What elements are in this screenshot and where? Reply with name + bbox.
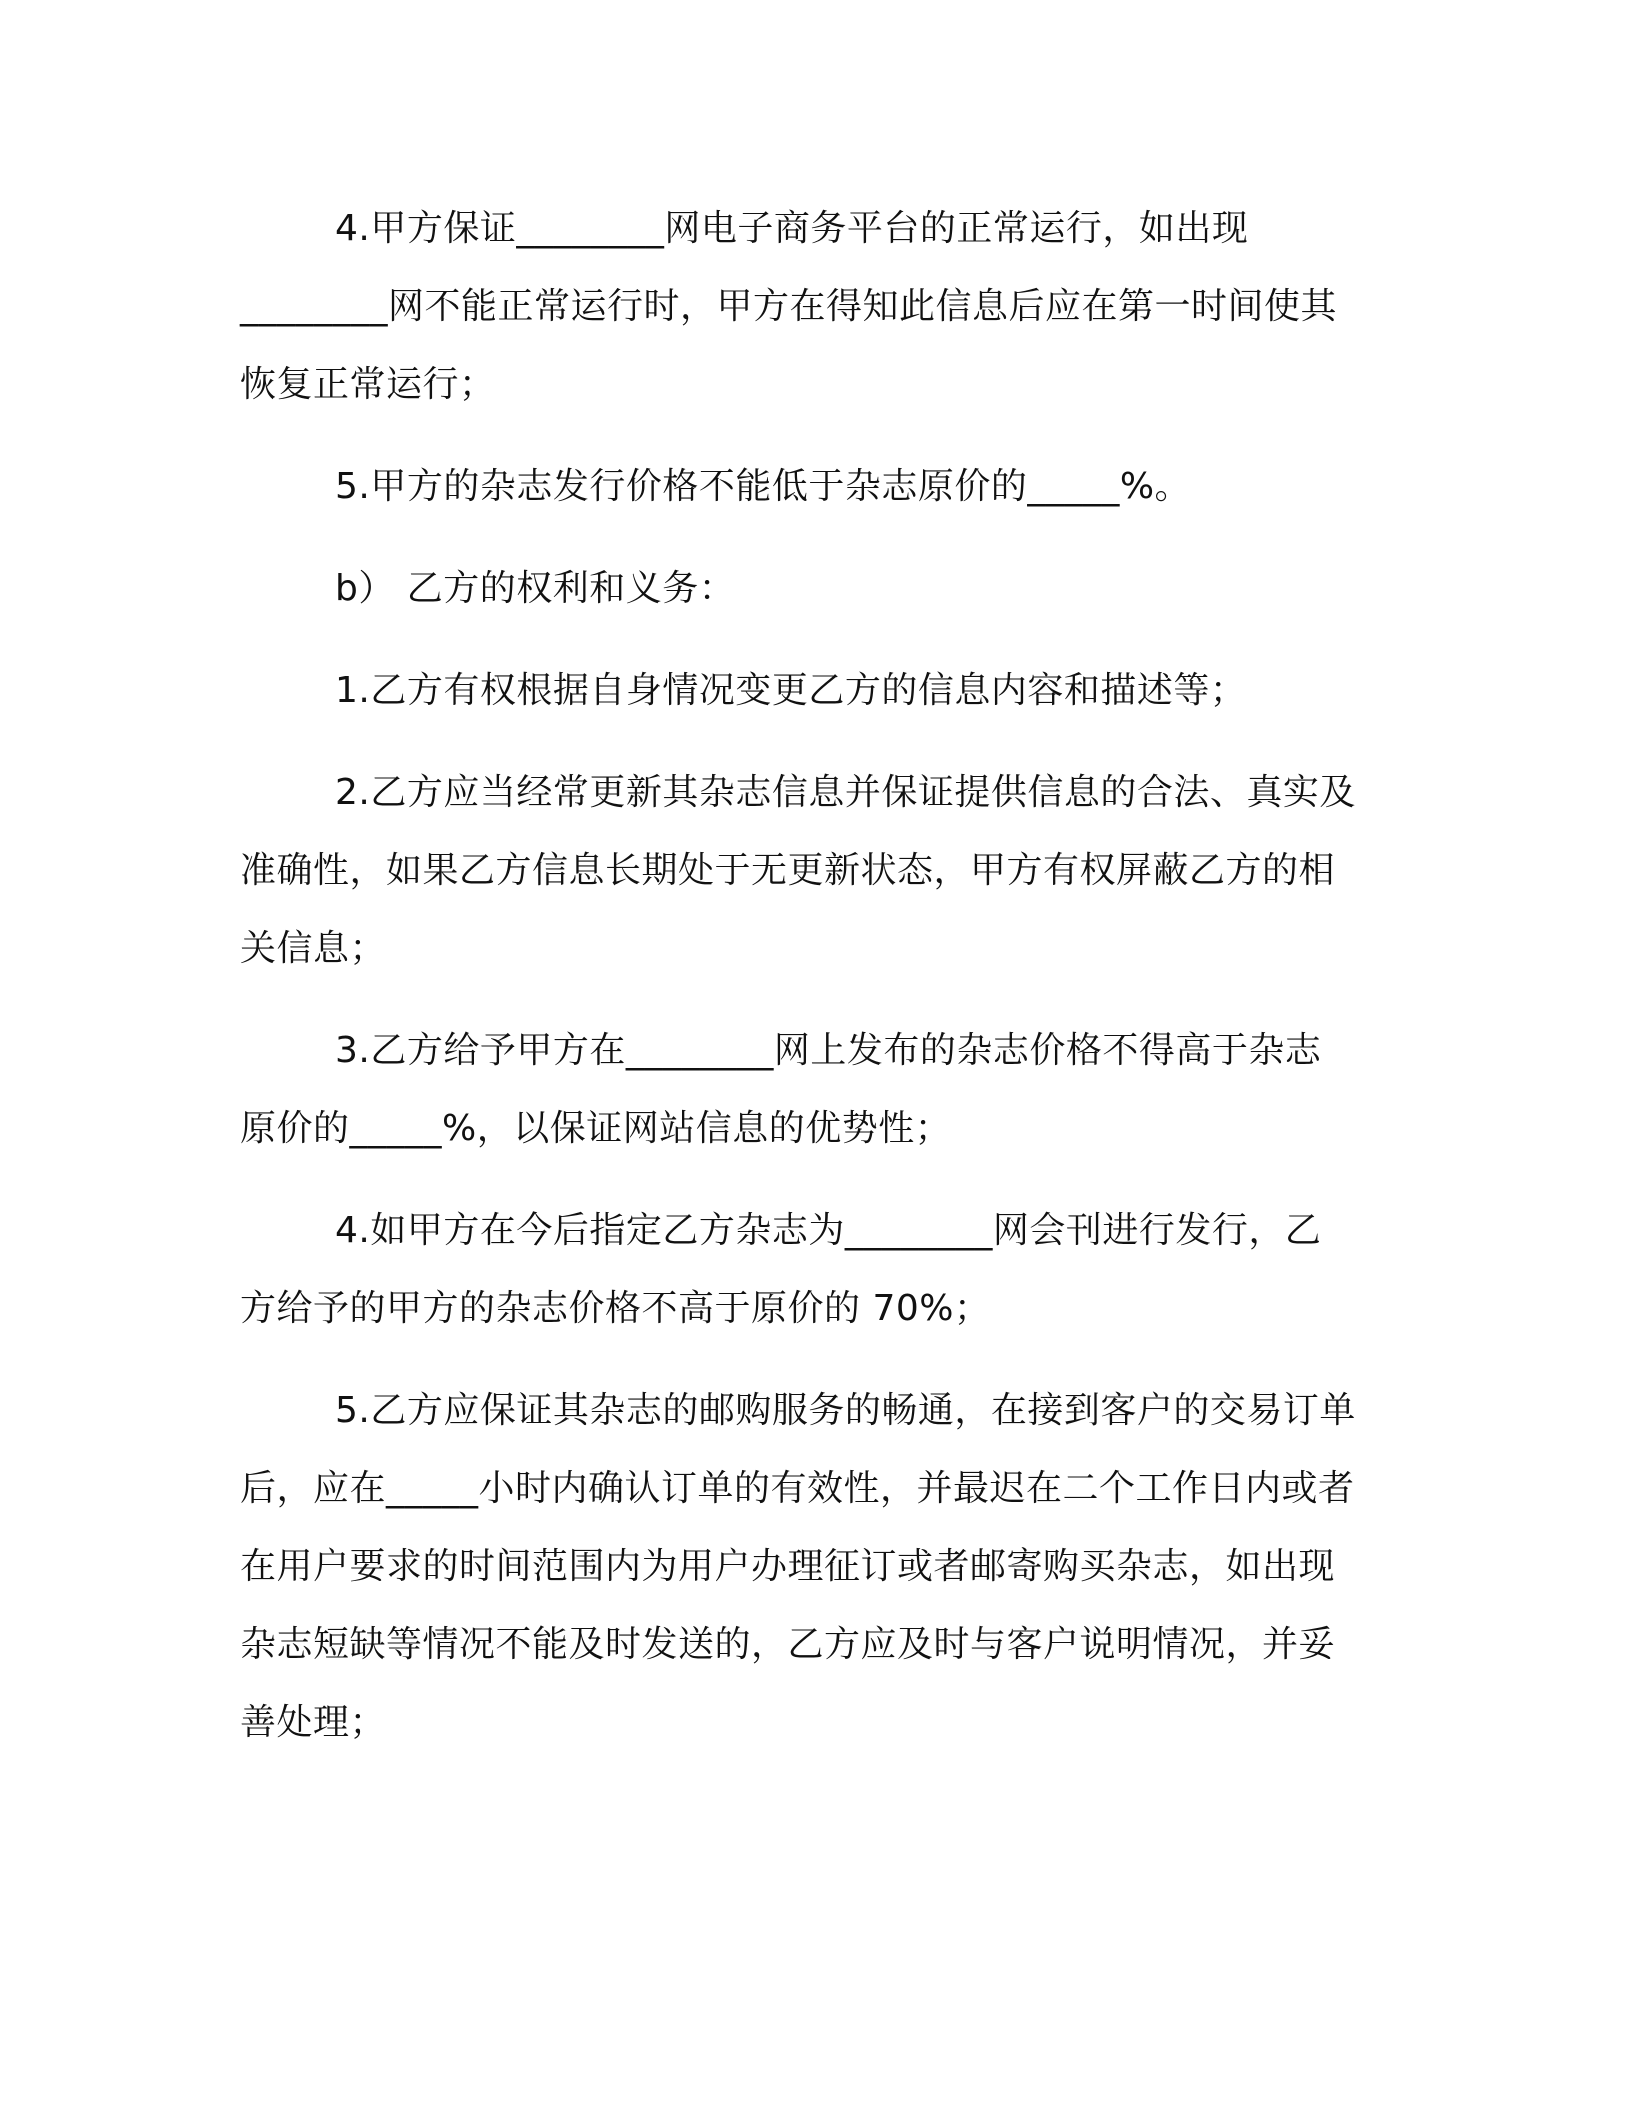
document-body [240,190,1390,1786]
text-line: 4.如甲方在今后指定乙方杂志为________网会刊进行发行，乙 [335,1210,1322,1251]
text-line: 3.乙方给予甲方在________网上发布的杂志价格不得高于杂志 [335,1030,1322,1071]
text-line: 后，应在_____小时内确认订单的有效性，并最迟在二个工作日内或者 [240,1468,1355,1509]
paragraph-party-a-obligation-4 [240,190,1390,424]
paragraph-party-b-right-2 [240,754,1390,988]
text-line: b） 乙方的权利和义务： [335,568,736,609]
text-line: 原价的_____%，以保证网站信息的优势性； [240,1108,952,1149]
section-heading-party-b [240,550,1390,628]
text-line: 方给予的甲方的杂志价格不高于原价的 70%； [240,1288,991,1329]
text-line: 准确性，如果乙方信息长期处于无更新状态，甲方有权屏蔽乙方的相 [240,850,1336,891]
text-line: 恢复正常运行； [240,364,496,405]
paragraph-party-a-obligation-5 [240,448,1390,526]
text-line: 杂志短缺等情况不能及时发送的，乙方应及时与客户说明情况，并妥 [240,1624,1336,1665]
text-line: 5.甲方的杂志发行价格不能低于杂志原价的_____%。 [335,466,1192,507]
text-line: 5.乙方应保证其杂志的邮购服务的畅通，在接到客户的交易订单 [335,1390,1356,1431]
text-line: 1.乙方有权根据自身情况变更乙方的信息内容和描述等； [335,670,1247,711]
paragraph-party-b-right-4 [240,1192,1390,1348]
text-line: 2.乙方应当经常更新其杂志信息并保证提供信息的合法、真实及 [335,772,1356,813]
text-line: 善处理； [240,1702,387,1743]
paragraph-party-b-right-1 [240,652,1390,730]
paragraph-party-b-right-3 [240,1012,1390,1168]
text-line: 4.甲方保证________网电子商务平台的正常运行，如出现 [335,208,1249,249]
text-line: 在用户要求的时间范围内为用户办理征订或者邮寄购买杂志，如出现 [240,1546,1336,1587]
text-line: 关信息； [240,928,387,969]
text-line: ________网不能正常运行时，甲方在得知此信息后应在第一时间使其 [240,286,1338,327]
paragraph-party-b-right-5 [240,1372,1390,1762]
